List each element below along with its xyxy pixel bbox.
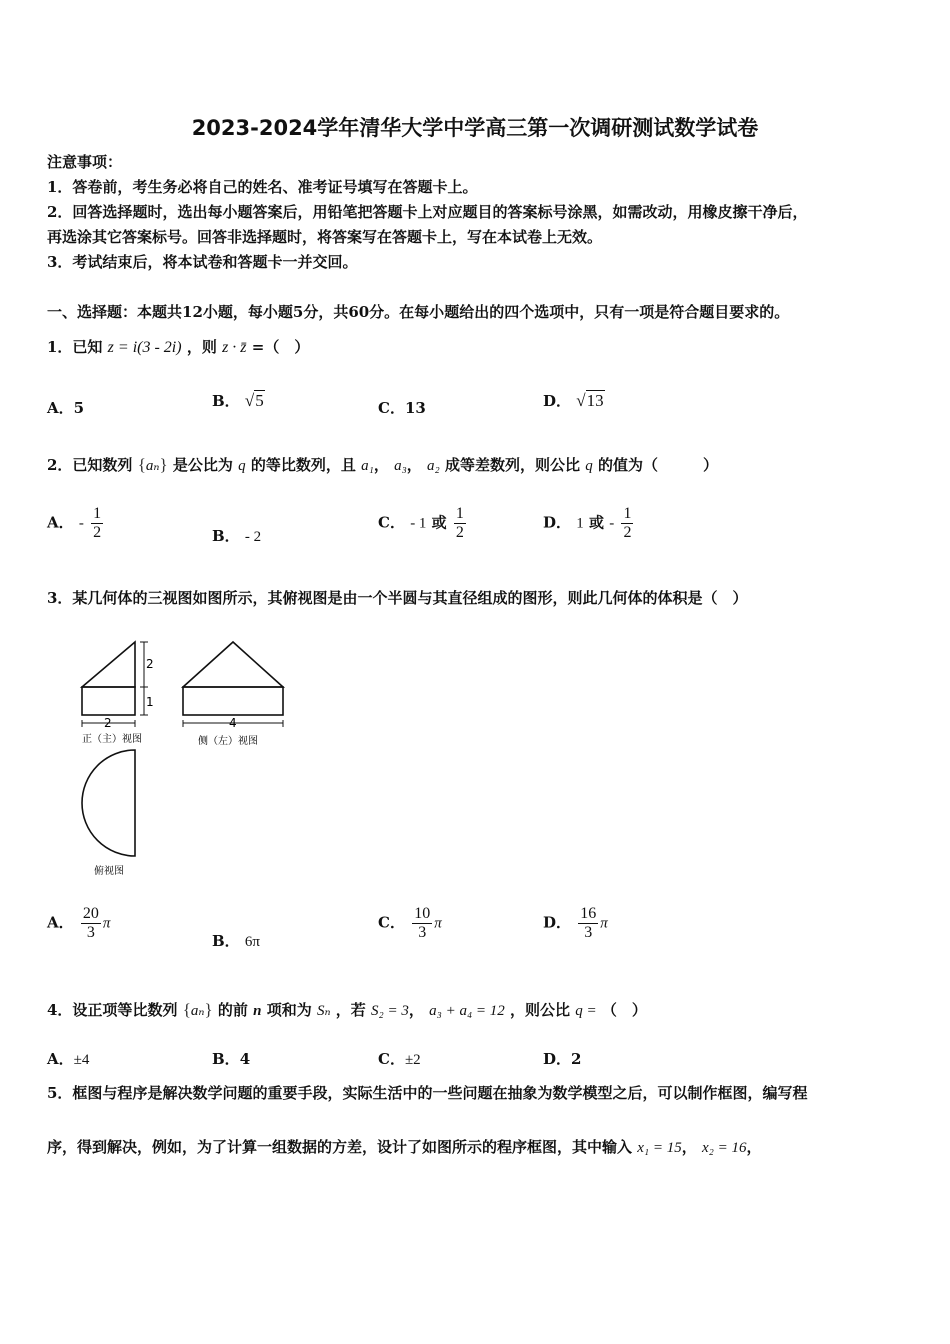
q4-option-c[interactable]: C．±2 (378, 1050, 421, 1068)
front-view (82, 642, 148, 727)
q1-b-radicand: 5 (255, 391, 264, 410)
front-dim-1: 1 (146, 695, 154, 709)
top-view-label: 俯视图 (94, 866, 124, 877)
question-4: 4．设正项等比数列 {aₙ} 的前 n 项和为 Sₙ ，若 S₂ = 3， a₃ + a₄ = 12 ，则公比 q = （ ） (47, 1000, 647, 1019)
three-view-figure (70, 632, 320, 882)
question-5-line-2: 序，得到解决，例如，为了计算一组数据的方差，设计了如图所示的程序框图，其中输入 x₁ = 15， x₂ = 16， (47, 1138, 762, 1156)
q1-d-radicand: 13 (586, 391, 604, 410)
q3-option-d[interactable]: D． $\frac{16}{3}$ π (543, 905, 608, 941)
section-heading: 一、选择题：本题共12小题，每小题5分，共60分。在每小题给出的四个选项中，只有一项是符合题目要求的。 (47, 303, 790, 321)
q2-option-a[interactable]: A． - $\frac{1}{2}$ (47, 505, 102, 541)
q1-option-a[interactable]: A．5 (47, 399, 85, 417)
q2-option-d[interactable]: D． 1 或 - $\frac{1}{2}$ (543, 505, 632, 541)
front-view-label: 正（主）视图 (82, 734, 142, 745)
question-1 (47, 337, 910, 358)
q1-option-b[interactable]: B． √5 (212, 391, 264, 410)
q3-option-c[interactable]: C． $\frac{10}{3}$ π (378, 905, 442, 941)
question-2: 2．已知数列 {aₙ} 是公比为 q 的等比数列，且 a₁， a₃， a₂ 成等差数列，则公比 q 的值为（ ） (47, 455, 718, 474)
q1-option-d[interactable]: D． √13 (543, 391, 604, 410)
notice-item-2-cont: 再选涂其它答案标号。回答非选择题时，将答案写在答题卡上，写在本试卷上无效。 (47, 228, 603, 246)
notice-item-2: 2．回答选择题时，选出每小题答案后，用铅笔把答题卡上对应题目的答案标号涂黑，如需改动，用橡皮擦干净后， (47, 203, 808, 221)
side-dim: 4 (229, 716, 237, 730)
q1-expr: z · z̄ (222, 339, 247, 356)
front-dim-2: 2 (146, 657, 154, 671)
q1-option-c[interactable]: C．13 (378, 399, 426, 417)
notice-item-1: 1．答卷前，考生务必将自己的姓名、准考证号填写在答题卡上。 (47, 178, 478, 196)
top-view (82, 750, 135, 856)
q1-suffix: =（ ） (251, 338, 310, 356)
q1-mid: ，则 (186, 338, 217, 356)
question-5-line-1: 5．框图与程序是解决数学问题的重要手段，实际生活中的一些问题在抽象为数学模型之后，可以制作框图，编写程 (47, 1084, 808, 1102)
q2-option-b[interactable]: B． - 2 (212, 527, 262, 545)
q4-option-a[interactable]: A．±4 (47, 1050, 90, 1068)
front-dim-width: 2 (104, 716, 112, 730)
notice-heading: 注意事项： (47, 153, 123, 171)
side-view (183, 642, 283, 727)
q3-option-b[interactable]: B． 6π (212, 932, 260, 950)
side-view-label: 侧（左）视图 (198, 736, 258, 747)
q1-prefix: 1．已知 (47, 338, 103, 356)
q4-option-d[interactable]: D．2 (543, 1050, 582, 1068)
q4-option-b[interactable]: B．4 (212, 1050, 251, 1068)
page-title: 2023-2024学年清华大学中学高三第一次调研测试数学试卷 (191, 116, 759, 140)
question-3: 3．某几何体的三视图如图所示，其俯视图是由一个半圆与其直径组成的图形，则此几何体的体积是（ ） (47, 589, 748, 607)
q2-option-c[interactable]: C． - 1 或 $\frac{1}{2}$ (378, 505, 464, 541)
q3-option-a[interactable]: A． $\frac{20}{3}$ π (47, 905, 111, 941)
q1-formula: z = i(3 - 2i) (107, 339, 182, 356)
notice-item-3: 3．考试结束后，将本试卷和答题卡一并交回。 (47, 253, 358, 271)
q2-seq: aₙ (145, 458, 160, 474)
